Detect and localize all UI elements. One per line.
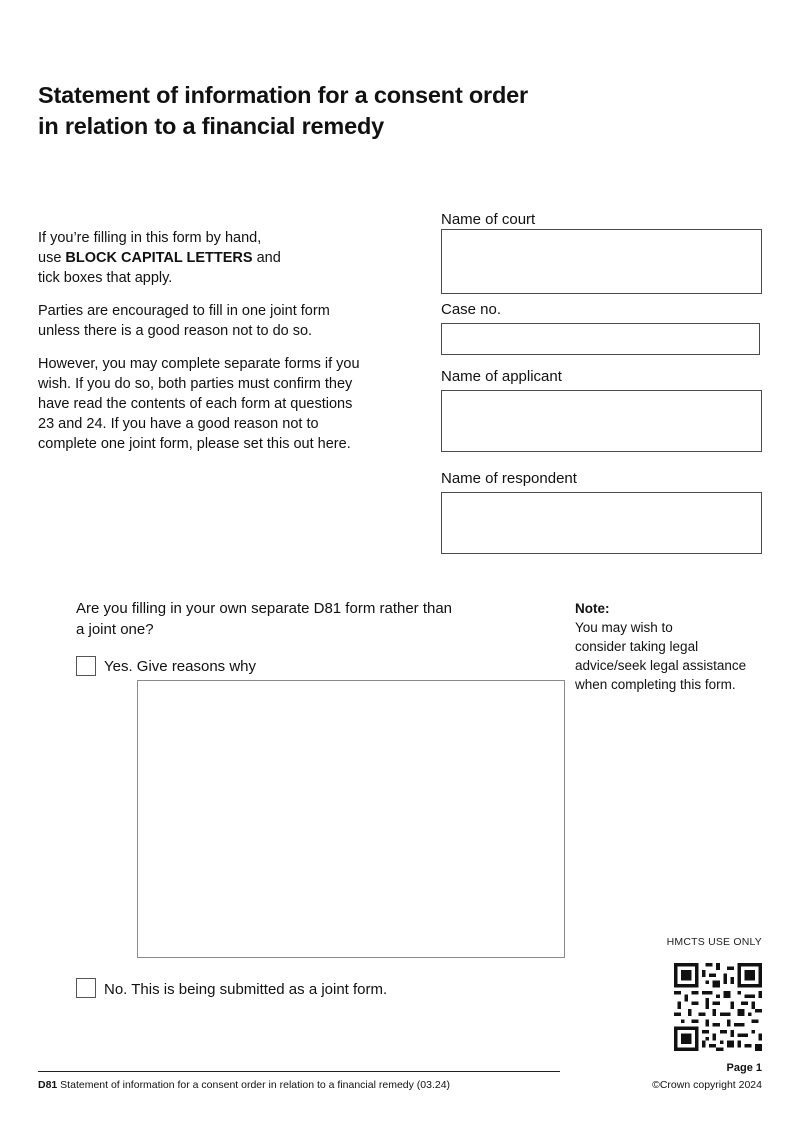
page-title — [38, 80, 598, 142]
intro-paragraph-2: Parties are encouraged to fill in one joint form unless there is a good reason not to do so. — [38, 303, 330, 339]
footer-divider — [38, 1071, 560, 1072]
title-line-2: in relation to a financial remedy — [38, 113, 384, 139]
respondent-name-label: Name of respondent — [441, 470, 577, 487]
form-code: D81 — [38, 1079, 58, 1091]
case-number-field[interactable] — [441, 323, 760, 355]
intro-instructions — [38, 228, 408, 467]
intro-paragraph-1: If you’re filling in this form by hand, use BLOCK CAPITAL LETTERS and tick boxes that apply. — [38, 230, 281, 286]
hmcts-use-only-label: HMCTS USE ONLY — [666, 936, 762, 948]
no-checkbox[interactable] — [76, 978, 96, 998]
block-capitals-emphasis: BLOCK CAPITAL LETTERS — [65, 250, 253, 266]
respondent-name-field[interactable] — [441, 492, 762, 554]
intro-paragraph-3: However, you may complete separate forms if you wish. If you do so, both parties must confirm they have read the contents of each form at questions 23 and 24. If you have a good reason not to complete one joint form, please set this out here. — [38, 356, 360, 452]
title-line-1: Statement of information for a consent order — [38, 82, 528, 108]
yes-option-label: Yes. Give reasons why — [104, 658, 257, 675]
note-heading: Note: — [575, 601, 610, 616]
copyright-notice: ©Crown copyright 2024 — [652, 1079, 762, 1091]
form-title: Statement of information for a consent order in relation to a financial remedy (03.24) — [57, 1079, 451, 1091]
page-number: Page 1 — [726, 1062, 762, 1074]
no-option-label: No. This is being submitted as a joint form. — [104, 981, 388, 998]
court-name-label: Name of court — [441, 211, 536, 228]
legal-advice-note: Note: You may wish to consider taking legal advice/seek legal assistance when completing this form. — [575, 601, 747, 692]
case-number-label: Case no. — [441, 301, 502, 318]
separate-form-question: Are you filling in your own separate D81 form rather than a joint one? — [76, 600, 453, 638]
applicant-name-field[interactable] — [441, 390, 762, 452]
footer-form-reference — [38, 1079, 450, 1091]
court-name-field[interactable] — [441, 229, 762, 294]
yes-checkbox[interactable] — [76, 656, 96, 676]
qr-code-icon — [674, 963, 762, 1051]
reasons-textarea[interactable] — [137, 680, 565, 958]
applicant-name-label: Name of applicant — [441, 368, 562, 385]
